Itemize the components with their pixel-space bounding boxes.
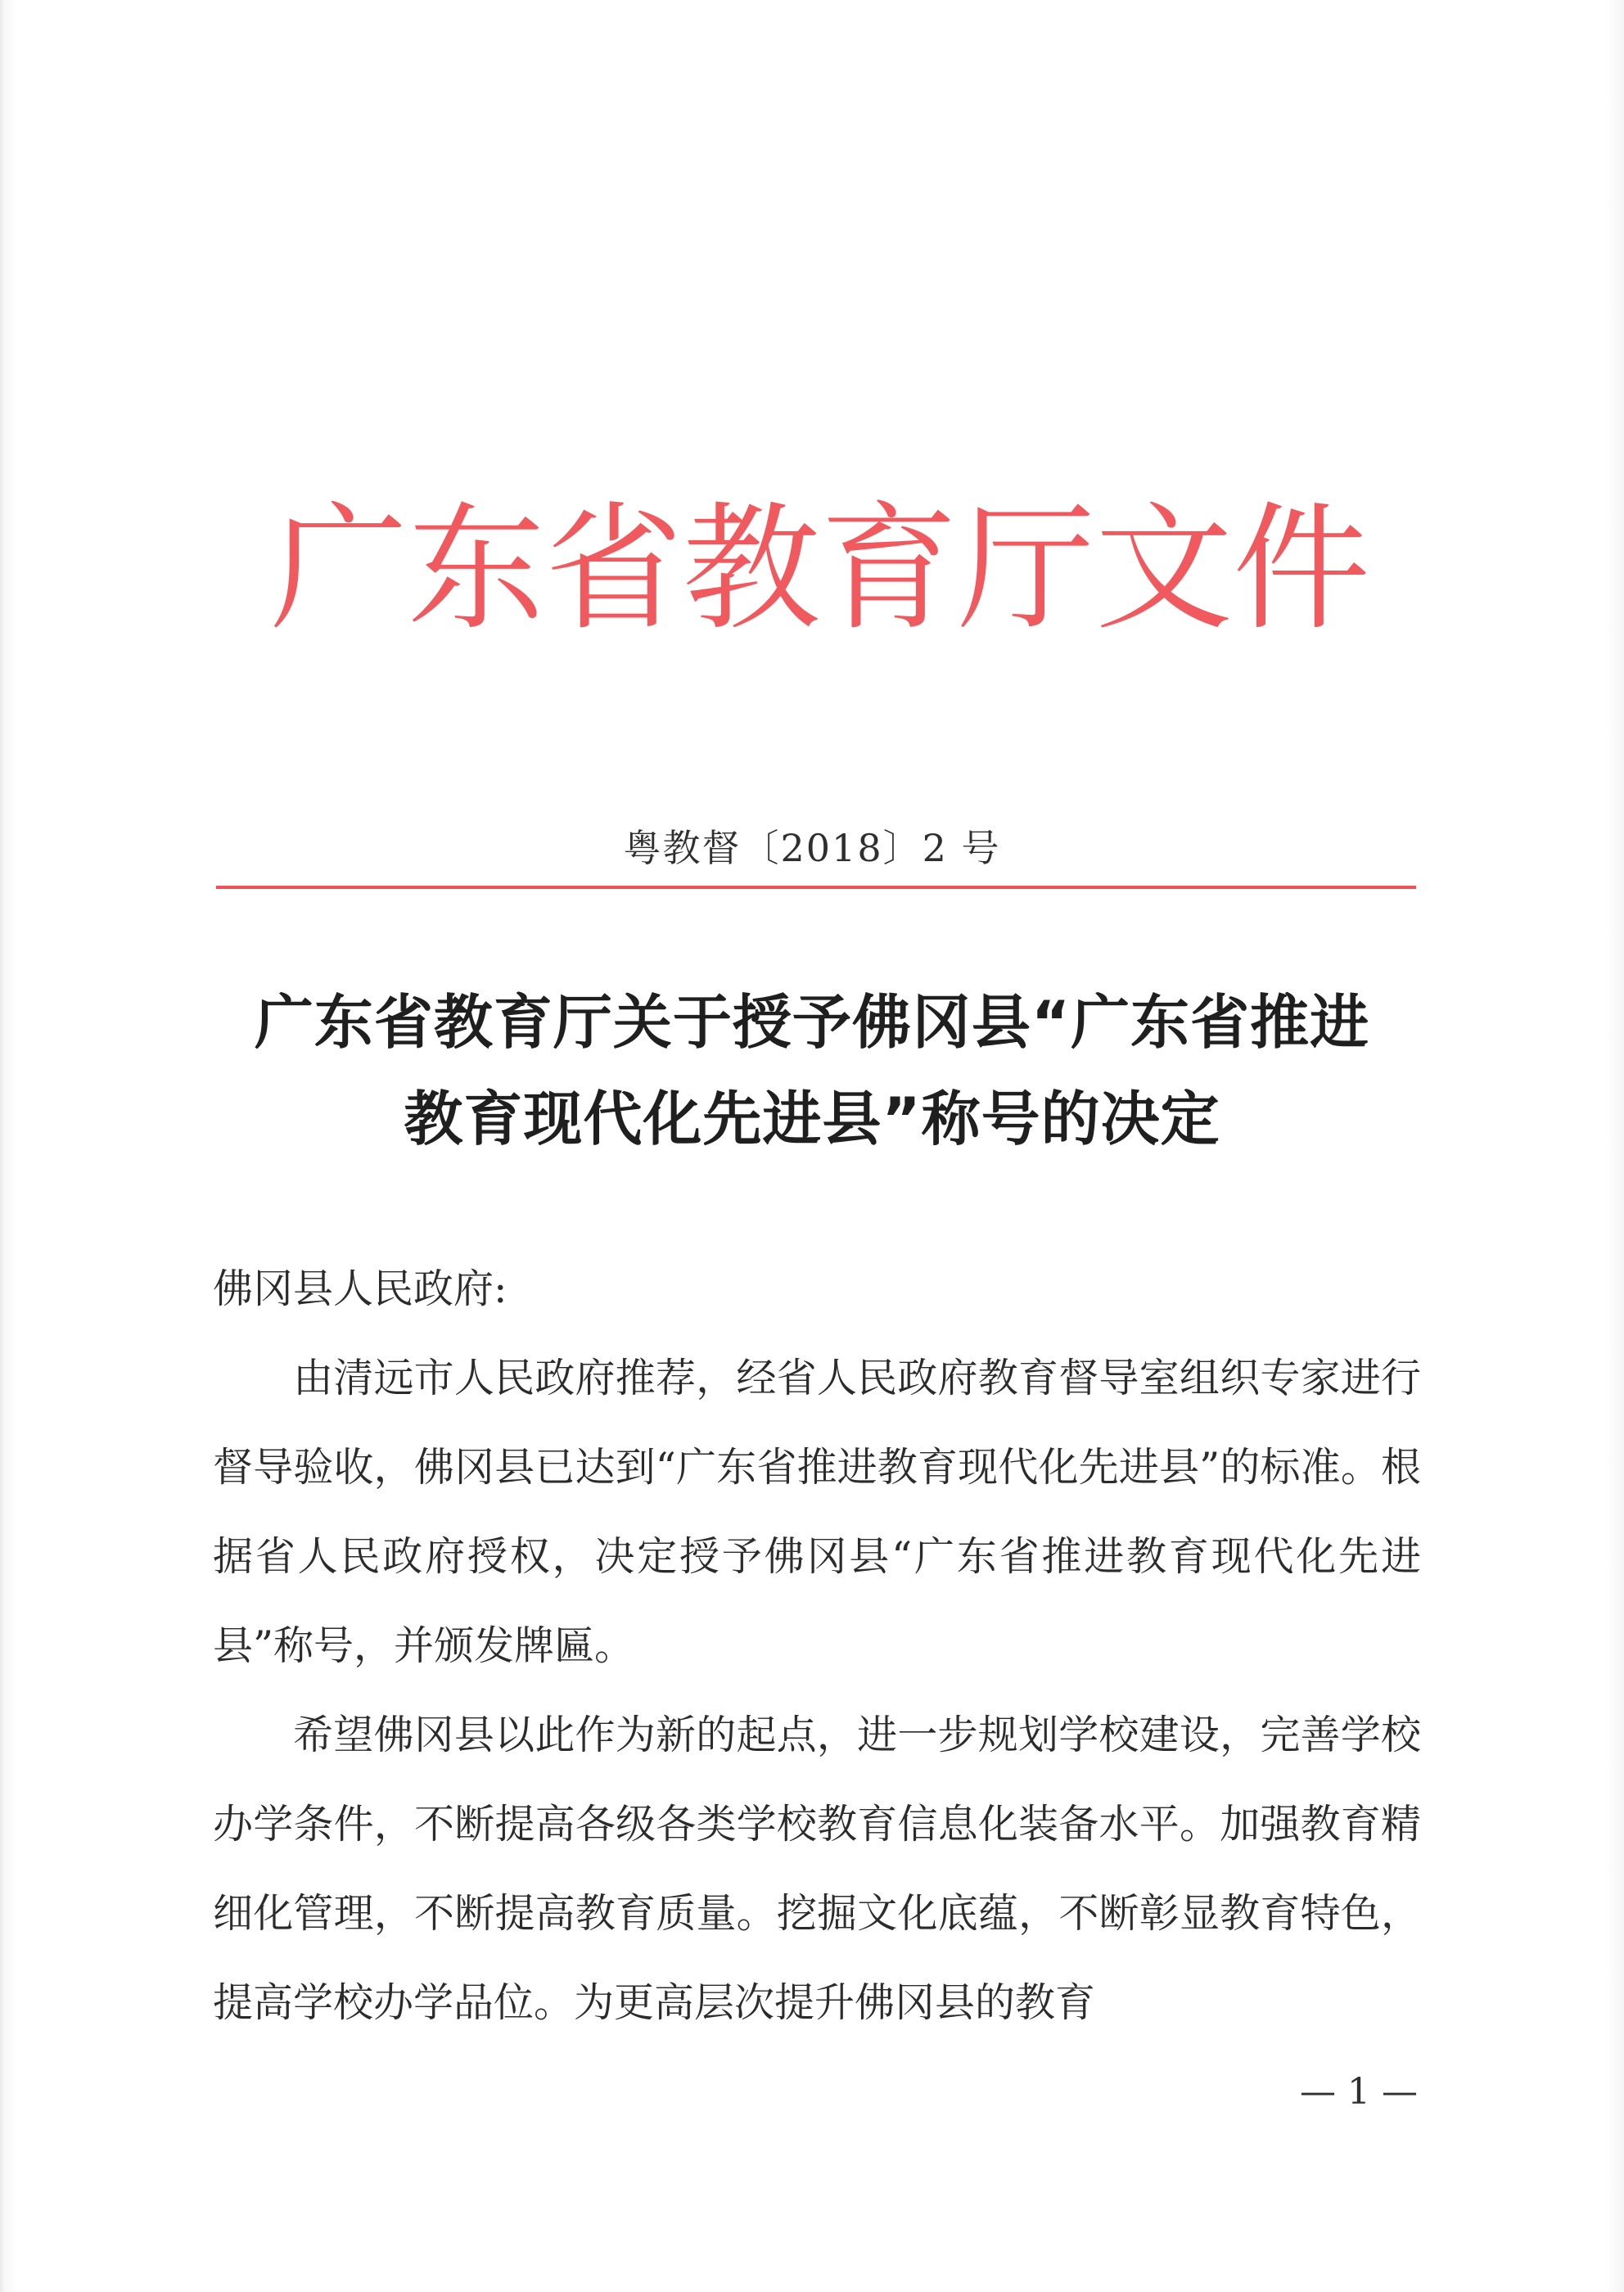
red-divider-line — [216, 886, 1416, 889]
masthead-char: 厅 — [958, 489, 1095, 649]
document-title — [164, 974, 1460, 1167]
title-line-1: 广东省教育厅关于授予佛冈县“广东省推进 — [254, 988, 1370, 1057]
document-body — [213, 1244, 1421, 2047]
document-number: 粤教督〔2018〕2 号 — [623, 826, 1001, 870]
masthead-char: 广 — [270, 489, 408, 649]
masthead-char: 件 — [1233, 489, 1370, 649]
masthead-char: 省 — [545, 489, 683, 649]
masthead-char: 东 — [408, 489, 545, 649]
masthead-char: 教 — [683, 489, 820, 649]
masthead-title — [270, 483, 1370, 655]
page-number: — 1 — — [1300, 2071, 1418, 2113]
body-paragraph: 由清远市人民政府推荐，经省人民政府教育督导室组织专家进行督导验收，佛冈县已达到“广东省推进教育现代化先进县”的标准。根据省人民政府授权，决定授予佛冈县“广东省推进教育现代化先进县”称号，并颁发牌匾。 — [213, 1355, 1421, 1669]
body-paragraph: 希望佛冈县以此作为新的起点，进一步规划学校建设，完善学校办学条件，不断提高各级各类学校教育信息化装备水平。加强教育精细化管理，不断提高教育质量。挖掘文化底蕴，不断彰显教育特色，提高学校办学品位。为更高层次提升佛冈县的教育 — [213, 1712, 1421, 2026]
salutation: 佛冈县人民政府: — [213, 1266, 508, 1312]
title-line-2: 教育现代化先进县”称号的决定 — [404, 1085, 1220, 1153]
masthead-char: 育 — [820, 489, 958, 649]
masthead-char: 文 — [1095, 489, 1233, 649]
